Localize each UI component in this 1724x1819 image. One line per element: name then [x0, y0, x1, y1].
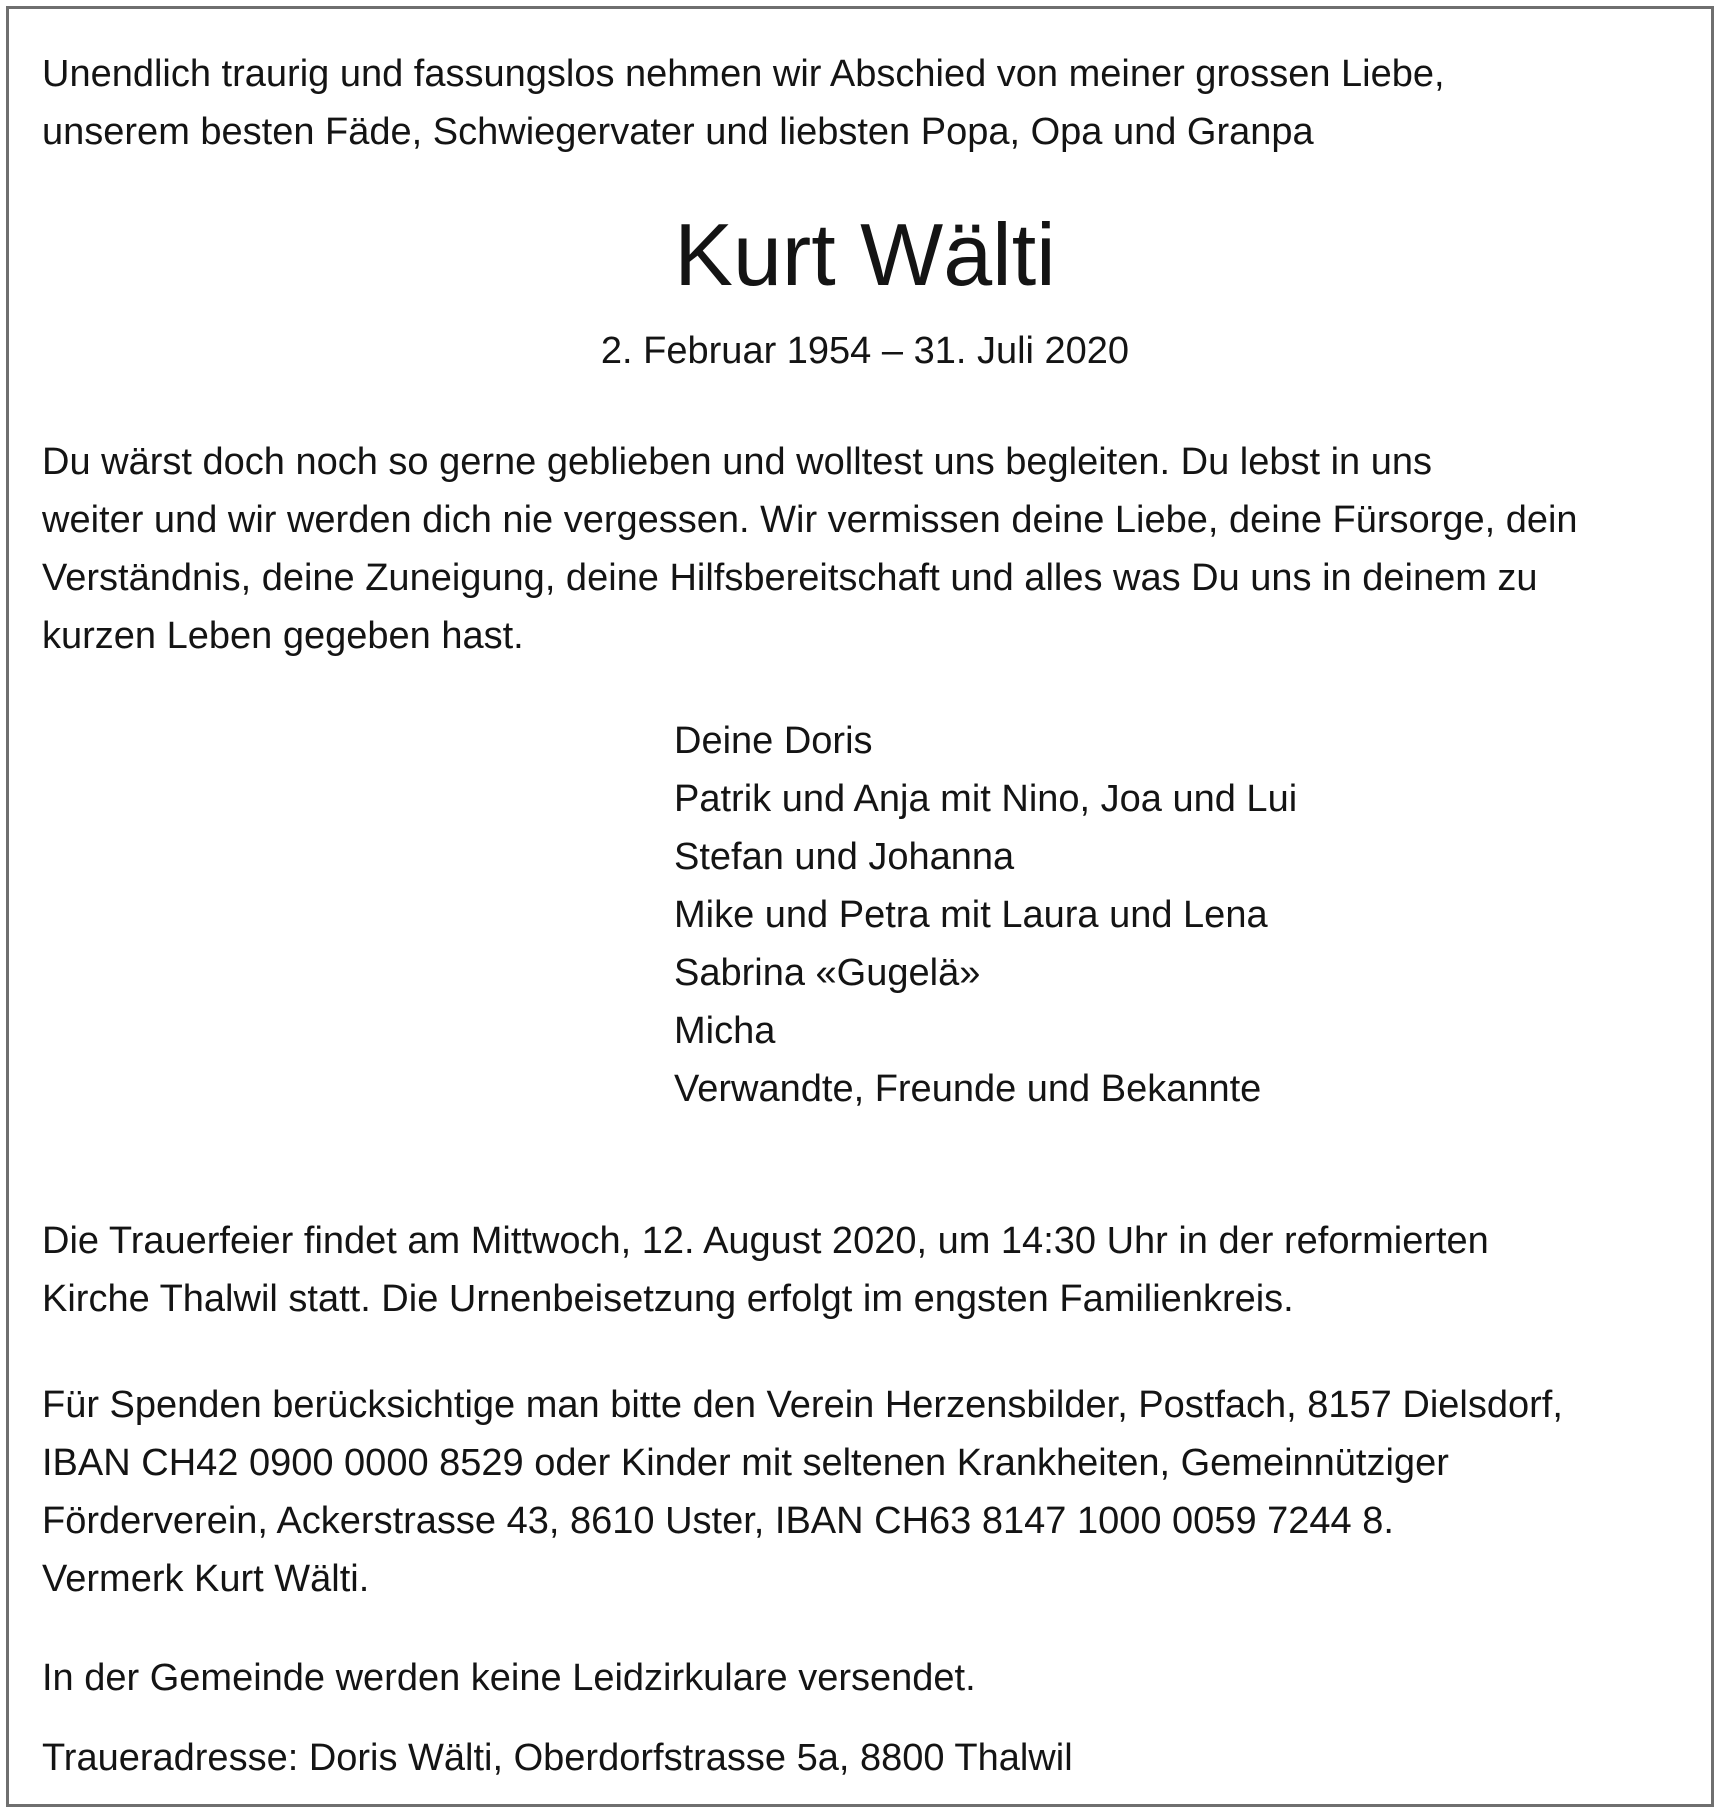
ceremony-line: Die Trauerfeier findet am Mittwoch, 12. August 2020, um 14:30 Uhr in der reformierten [42, 1220, 1489, 1262]
tribute-line: Verständnis, deine Zuneigung, deine Hilfsbereitschaft und alles was Du uns in deinem zu [42, 557, 1538, 599]
intro-line: Unendlich traurig und fassungslos nehmen wir Abschied von meiner grossen Liebe, [42, 53, 1445, 95]
donations-line: Vermerk Kurt Wälti. [42, 1558, 370, 1600]
donations-line: Für Spenden berücksichtige man bitte den Verein Herzensbilder, Postfach, 8157 Dielsdorf, [42, 1384, 1563, 1426]
mourner-entry: Stefan und Johanna [674, 836, 1015, 878]
deceased-name: Kurt Wälti [674, 205, 1056, 304]
tribute-line: weiter und wir werden dich nie vergessen. Wir vermissen deine Liebe, deine Fürsorge, dein [42, 499, 1578, 541]
mourner-entry: Patrik und Anja mit Nino, Joa und Lui [674, 778, 1298, 820]
ceremony-paragraph [42, 1212, 1692, 1328]
mourner-entry: Micha [674, 1010, 776, 1052]
intro-paragraph [42, 45, 1682, 161]
mourner-entry: Sabrina «Gugelä» [674, 952, 981, 994]
mourners-list [674, 712, 1297, 1118]
ceremony-line: Kirche Thalwil statt. Die Urnenbeisetzung erfolgt im engsten Familienkreis. [42, 1278, 1294, 1320]
mourning-address: Traueradresse: Doris Wälti, Oberdorfstrasse 5a, 8800 Thalwil [42, 1737, 1073, 1779]
donations-line: IBAN CH42 0900 0000 8529 oder Kinder mit seltenen Krankheiten, Gemeinnütziger [42, 1442, 1449, 1484]
tribute-line: Du wärst doch noch so gerne geblieben und wolltest uns begleiten. Du lebst in uns [42, 441, 1432, 483]
donations-paragraph [42, 1376, 1692, 1608]
intro-line: unserem besten Fäde, Schwiegervater und liebsten Popa, Opa und Granpa [42, 111, 1314, 153]
mourner-entry: Verwandte, Freunde und Bekannte [674, 1068, 1262, 1110]
circulars-notice: In der Gemeinde werden keine Leidzirkulare versendet. [42, 1657, 976, 1699]
life-dates: 2. Februar 1954 – 31. Juli 2020 [600, 330, 1130, 372]
donations-line: Förderverein, Ackerstrasse 43, 8610 Uster, IBAN CH63 8147 1000 0059 7244 8. [42, 1500, 1394, 1542]
tribute-paragraph [42, 433, 1692, 665]
obituary-notice [6, 6, 1714, 1807]
mourner-entry: Deine Doris [674, 720, 873, 762]
mourner-entry: Mike und Petra mit Laura und Lena [674, 894, 1268, 936]
tribute-line: kurzen Leben gegeben hast. [42, 615, 524, 657]
